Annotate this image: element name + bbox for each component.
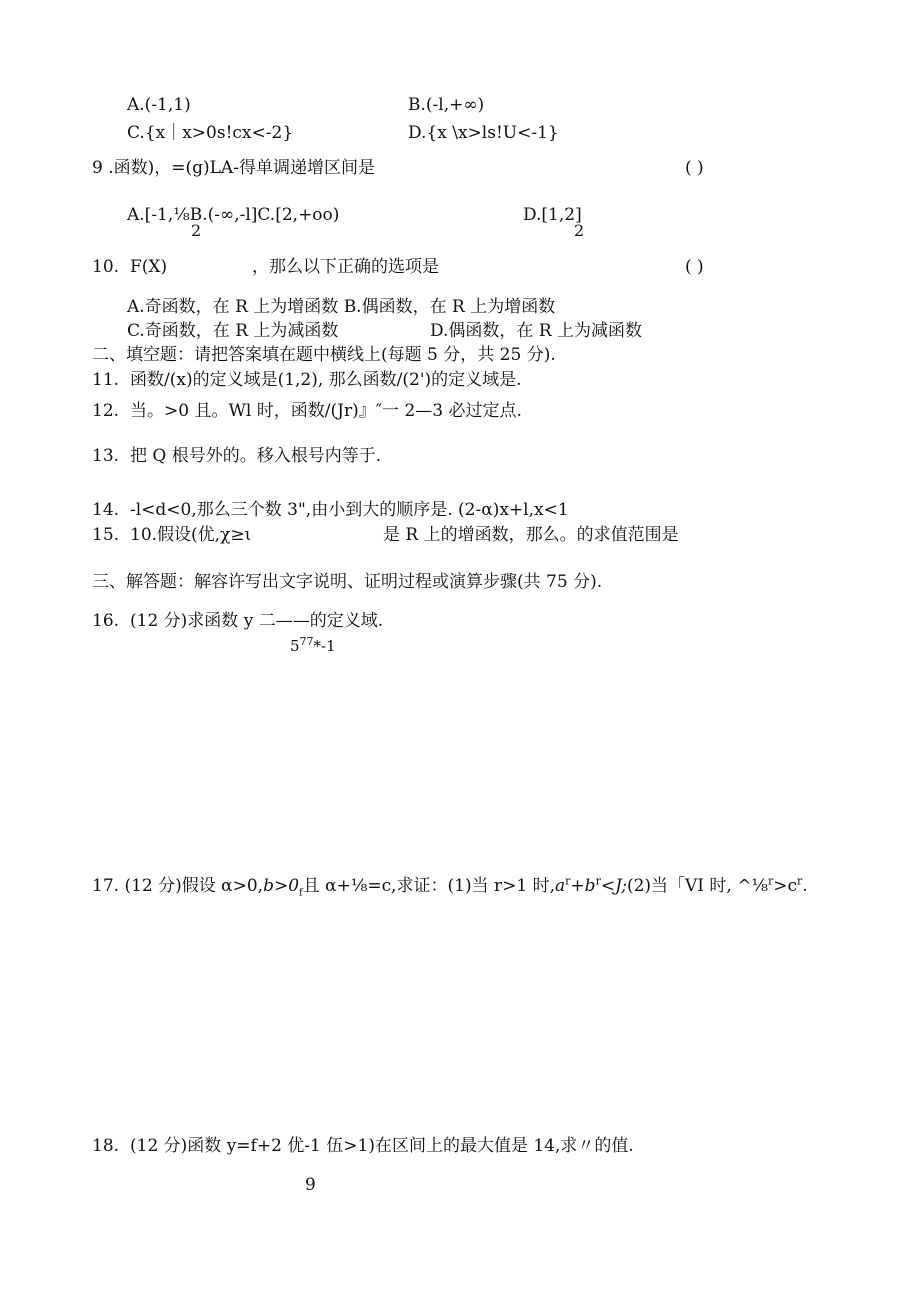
q13-number: 13. xyxy=(92,446,120,466)
q17-part-g: + xyxy=(570,876,585,896)
q9-options: A.[-1,⅛B.(-∞,-l]C.[2,+oo) xyxy=(127,205,340,225)
section-solve-heading: 三、解答题：解容许写出文字说明、证明过程或演算步骤(共 75 分). xyxy=(92,572,603,592)
q15-number: 15. xyxy=(92,525,120,545)
q8-option-a: A.(-1,1) xyxy=(127,95,191,115)
q18-text: (12 分)函数 y=f+2 优-1 伍>1)在区间上的最大值是 14,求〃的值. xyxy=(130,1136,634,1156)
q10-option-d: D.偶函数，在 R 上为减函数 xyxy=(430,321,643,341)
q8-option-d: D.{x \x>ls!U<-1} xyxy=(408,123,559,143)
q16-denominator xyxy=(290,636,336,656)
q18-number: 18. xyxy=(92,1136,120,1156)
q17-part-d: 且 α+⅛=c,求证：(1)当 r>1 时, xyxy=(302,876,556,896)
q16-denominator-exponent: 77 xyxy=(299,635,314,648)
q17-part-o: . xyxy=(802,876,808,896)
q17-part-i: r xyxy=(595,874,601,888)
q16-denominator-rest: *-1 xyxy=(313,637,336,655)
q17-part-e: a xyxy=(555,876,566,896)
q14-text: -l<d<0,那么三个数 3",由小到大的顺序是. (2-α)x+l,x<1 xyxy=(130,500,569,520)
q17-text xyxy=(92,874,808,899)
q17-part-n: r xyxy=(796,874,803,888)
q17-part-b: b>0 xyxy=(263,876,300,896)
q10-options-ab: A.奇函数，在 R 上为增函数 B.偶函数，在 R 上为增函数 xyxy=(127,297,556,317)
q16-text: (12 分)求函数 y 二——的定义域. xyxy=(130,611,384,631)
page-number: 9 xyxy=(305,1175,316,1195)
q11-number: 11. xyxy=(92,370,120,390)
q9-option-d: D.[1,2] xyxy=(523,205,582,225)
q17-part-m: >c xyxy=(773,876,797,896)
q9-answer-paren: ( ) xyxy=(685,158,704,178)
q8-option-c: C.{x｜x>0s!cx<-2} xyxy=(127,123,294,143)
q16-denominator-base: 5 xyxy=(290,637,300,655)
q9-stem: 9 .函数)，=(g)LA-得单调递增区间是 xyxy=(92,158,375,178)
q17-part-h: b xyxy=(584,876,596,896)
q11-text: 函数/(x)的定义域是(1,2), 那么函数/(2')的定义域是. xyxy=(130,370,522,390)
q10-number: 10. xyxy=(92,257,120,277)
q17-part-j: <J; xyxy=(600,876,627,896)
q12-text: 当。>0 且。Wl 时，函数/(Jr)』″一 2—3 必过定点. xyxy=(130,401,522,421)
q10-stem: ，那么以下正确的选项是 xyxy=(252,257,439,277)
section-fill-in-heading: 二、填空题：请把答案填在题中横线上(每题 5 分，共 25 分). xyxy=(92,345,556,365)
q9-subscript-left: 2 xyxy=(191,221,202,240)
q15-text: 是 R 上的增函数，那么。的求值范围是 xyxy=(383,525,679,545)
q13-text: 把 Q 根号外的。移入根号内等于. xyxy=(130,446,382,466)
q16-number: 16. xyxy=(92,611,120,631)
q10-answer-paren: ( ) xyxy=(685,257,704,277)
q10-function: F(X) xyxy=(130,257,168,277)
q17-part-f: r xyxy=(565,874,571,888)
q17-part-a: 17. (12 分)假设 α>0, xyxy=(92,876,264,896)
q12-number: 12. xyxy=(92,401,120,421)
q17-part-l: r xyxy=(767,874,774,888)
q14-number: 14. xyxy=(92,500,120,520)
q9-subscript-right: 2 xyxy=(574,221,585,240)
q17-part-k: (2)当「VI 时, ^⅛ xyxy=(626,876,768,896)
q17-part-c: f xyxy=(299,887,303,899)
q8-option-b: B.(-l,+∞) xyxy=(408,95,485,115)
q10-option-c: C.奇函数，在 R 上为减函数 xyxy=(127,321,339,341)
q15-condition: 10.假设(优,χ≥ι xyxy=(130,525,252,545)
